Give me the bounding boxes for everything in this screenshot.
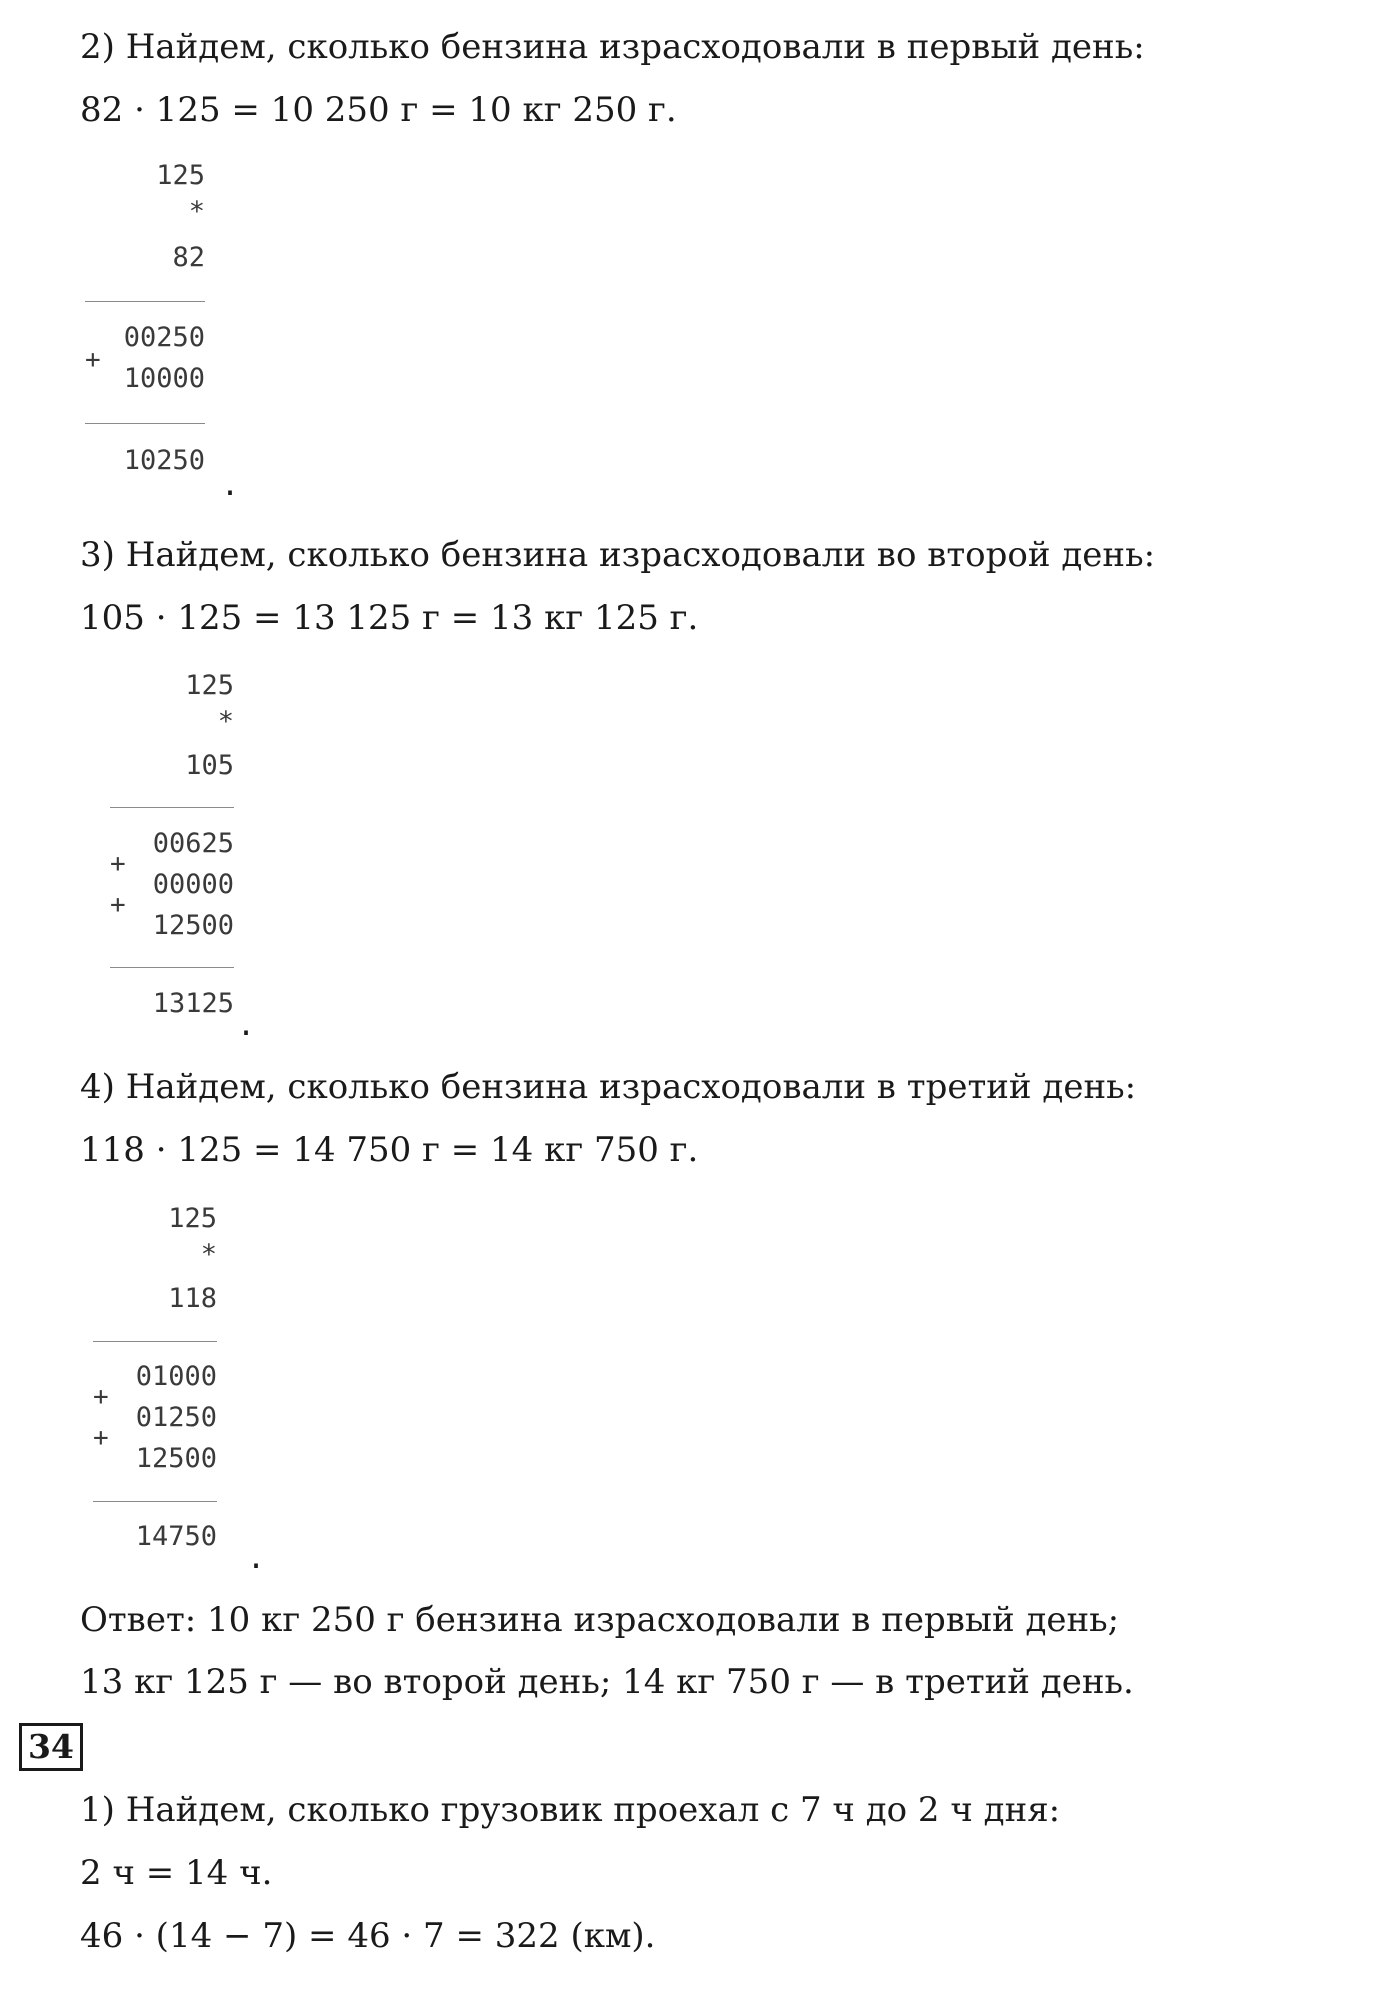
period-mark: . bbox=[237, 1008, 256, 1043]
plus-sign: + bbox=[85, 345, 101, 375]
partial-product: 00000 bbox=[152, 869, 234, 900]
plus-sign: + bbox=[110, 849, 126, 879]
multiplier: 118 bbox=[168, 1283, 217, 1314]
plus-sign: + bbox=[110, 890, 126, 920]
rule-line bbox=[85, 301, 205, 302]
rule-line bbox=[85, 423, 205, 424]
multiplicand: 125 bbox=[168, 1203, 217, 1234]
step4-equation: 118 · 125 = 14 750 г = 14 кг 750 г. bbox=[80, 1130, 699, 1170]
multiply-operator: * bbox=[188, 196, 205, 227]
step4-column-multiplication bbox=[93, 1203, 266, 1583]
rule-line bbox=[110, 967, 234, 968]
step2-equation: 82 · 125 = 10 250 г = 10 кг 250 г. bbox=[80, 90, 677, 130]
partial-product: 01250 bbox=[135, 1402, 217, 1433]
task34-heading: 1) Найдем, сколько грузовик проехал с 7 ч до 2 ч дня: bbox=[80, 1790, 1061, 1830]
multiplier: 82 bbox=[172, 242, 205, 273]
task34-line-1: 2 ч = 14 ч. bbox=[80, 1853, 273, 1893]
rule-line bbox=[110, 807, 234, 808]
partial-product: 10000 bbox=[123, 363, 205, 394]
partial-product: 00250 bbox=[123, 322, 205, 353]
plus-sign: + bbox=[93, 1423, 109, 1453]
period-mark: . bbox=[221, 468, 240, 503]
period-mark: . bbox=[247, 1541, 266, 1576]
step3-column-multiplication bbox=[110, 670, 256, 1050]
step3-heading: 3) Найдем, сколько бензина израсходовали во второй день: bbox=[80, 535, 1156, 575]
partial-product: 12500 bbox=[152, 910, 234, 941]
step3-equation: 105 · 125 = 13 125 г = 13 кг 125 г. bbox=[80, 598, 699, 638]
answer-line-2: 13 кг 125 г — во второй день; 14 кг 750 г — в третий день. bbox=[80, 1662, 1134, 1702]
step2-column-multiplication bbox=[85, 160, 240, 520]
task34-line-2: 46 · (14 − 7) = 46 · 7 = 322 (км). bbox=[80, 1916, 656, 1956]
partial-product: 00625 bbox=[152, 828, 234, 859]
multiply-operator: * bbox=[200, 1239, 217, 1270]
multiply-operator: * bbox=[217, 706, 234, 737]
plus-sign: + bbox=[93, 1382, 109, 1412]
task-number-badge: 34 bbox=[19, 1723, 83, 1771]
rule-line bbox=[93, 1341, 217, 1342]
step2-heading: 2) Найдем, сколько бензина израсходовали в первый день: bbox=[80, 27, 1145, 67]
multiplicand: 125 bbox=[185, 670, 234, 701]
product-result: 10250 bbox=[123, 445, 205, 476]
partial-product: 01000 bbox=[135, 1361, 217, 1392]
rule-line bbox=[93, 1501, 217, 1502]
multiplier: 105 bbox=[185, 750, 234, 781]
product-result: 14750 bbox=[135, 1521, 217, 1552]
step4-heading: 4) Найдем, сколько бензина израсходовали в третий день: bbox=[80, 1067, 1137, 1107]
partial-product: 12500 bbox=[135, 1443, 217, 1474]
product-result: 13125 bbox=[152, 988, 234, 1019]
multiplicand: 125 bbox=[156, 160, 205, 191]
answer-line-1: Ответ: 10 кг 250 г бензина израсходовали в первый день; bbox=[80, 1600, 1120, 1640]
